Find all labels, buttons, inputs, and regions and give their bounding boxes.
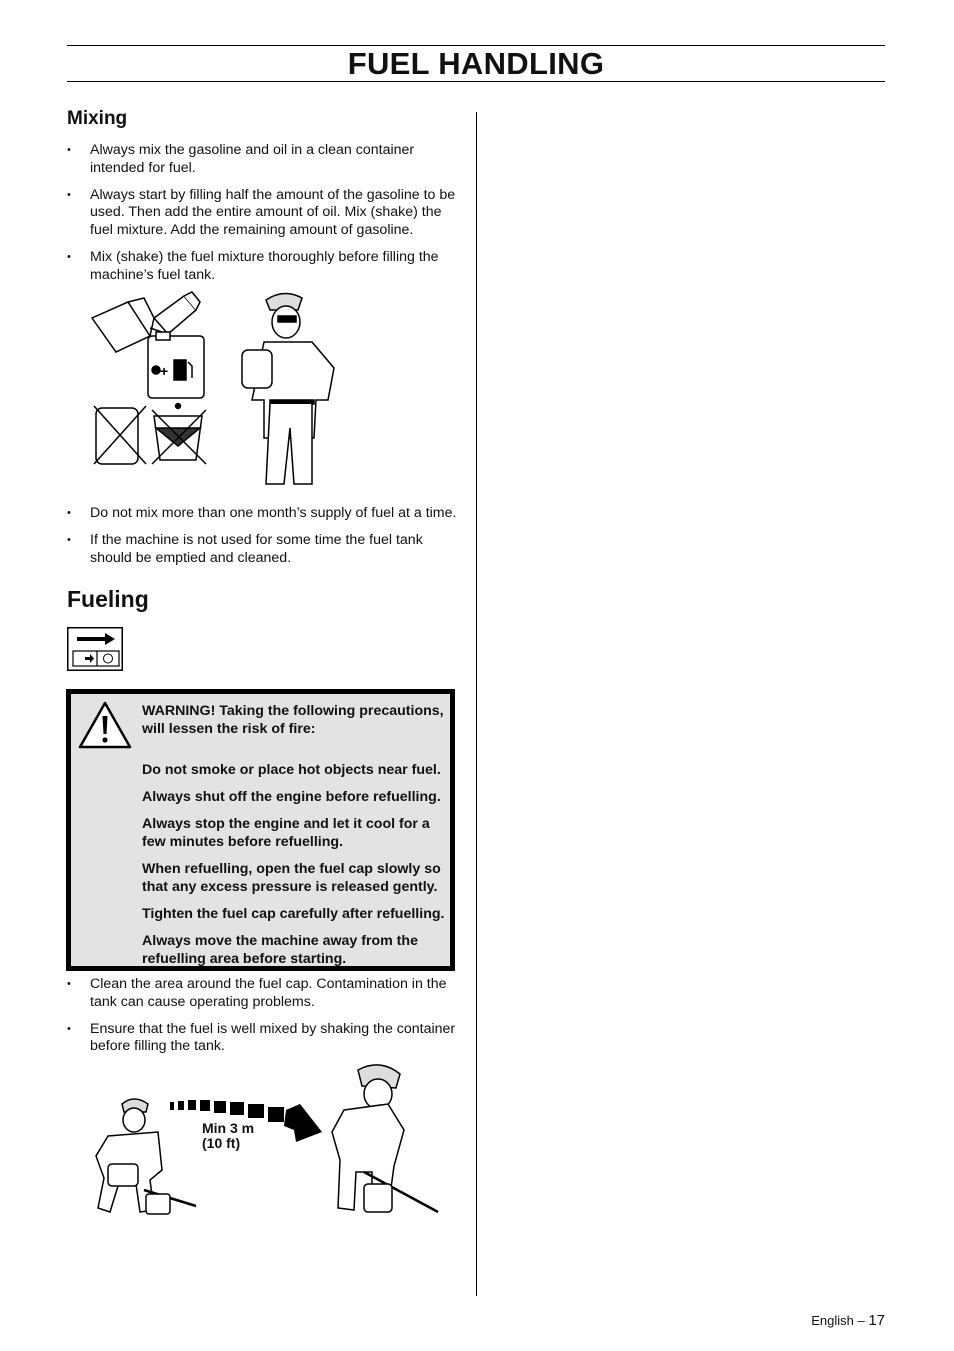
page-footer <box>811 1312 885 1329</box>
fuel-container-icon <box>148 332 204 398</box>
mixing-bullets-bottom <box>67 505 459 577</box>
fueling-bullets <box>67 976 459 1065</box>
column-divider <box>476 112 477 1296</box>
list-item: • Always mix the gasoline and oil in a clean container intended for fuel. <box>67 142 459 177</box>
header-rule-bottom <box>67 81 885 82</box>
fueling-heading: Fueling <box>67 586 149 612</box>
person-starting-machine-icon <box>332 1065 438 1212</box>
person-shaking-fuel-icon <box>242 293 334 484</box>
list-item: • Ensure that the fuel is well mixed by shaking the container before filling the tank. <box>67 1021 459 1056</box>
warning-box <box>66 689 455 971</box>
warning-triangle-icon <box>77 700 133 750</box>
warning-item: Tighten the fuel cap carefully after refuelling. <box>142 906 445 922</box>
mixing-heading: Mixing <box>67 108 128 129</box>
list-item: • Always start by filling half the amount of the gasoline to be used. Then add the entire amount of oil. Mix (shake) the fuel mixture. Add the remaining amount of gasoline. <box>67 187 459 240</box>
list-item: • Clean the area around the fuel cap. Contamination in the tank can cause operating problems. <box>67 976 459 1011</box>
warning-item: Always move the machine away from the refuelling area before starting. <box>142 933 418 967</box>
svg-text:+: + <box>160 363 169 379</box>
footer-separator: – <box>857 1313 865 1328</box>
list-item: • Do not mix more than one month’s supply of fuel at a time. <box>67 505 459 523</box>
warning-item: Always shut off the engine before refuelling. <box>142 789 441 805</box>
refuel-symbol-icon <box>67 627 123 671</box>
distance-label <box>202 1121 254 1151</box>
mixing-illustration <box>88 288 350 488</box>
wrong-container-icon <box>94 406 146 464</box>
list-item: • Mix (shake) the fuel mixture thoroughly before filling the machine’s fuel tank. <box>67 249 459 284</box>
wrong-bucket-icon <box>152 404 206 465</box>
distance-label-metric: Min 3 m <box>202 1120 255 1136</box>
oil-bottle-icon <box>154 292 200 334</box>
warning-item: Always stop the engine and let it cool for a few minutes before refuelling. <box>142 816 430 850</box>
warning-item: Do not smoke or place hot objects near fuel. <box>142 762 441 778</box>
mixing-bullets-top <box>67 142 459 294</box>
refuel-distance-illustration <box>88 1060 448 1220</box>
footer-language: English <box>811 1313 854 1328</box>
warning-text <box>142 702 452 977</box>
warning-intro: WARNING! Taking the following precautions, will lessen the risk of fire: <box>142 703 444 737</box>
page-number: 17 <box>868 1312 885 1329</box>
distance-label-imperial: (10 ft) <box>202 1135 241 1151</box>
page-title: FUEL HANDLING <box>347 46 605 81</box>
list-item: • If the machine is not used for some time the fuel tank should be emptied and cleaned. <box>67 532 459 567</box>
person-refuelling-icon <box>96 1099 196 1214</box>
warning-item: When refuelling, open the fuel cap slowly so that any excess pressure is released gently. <box>142 861 441 895</box>
